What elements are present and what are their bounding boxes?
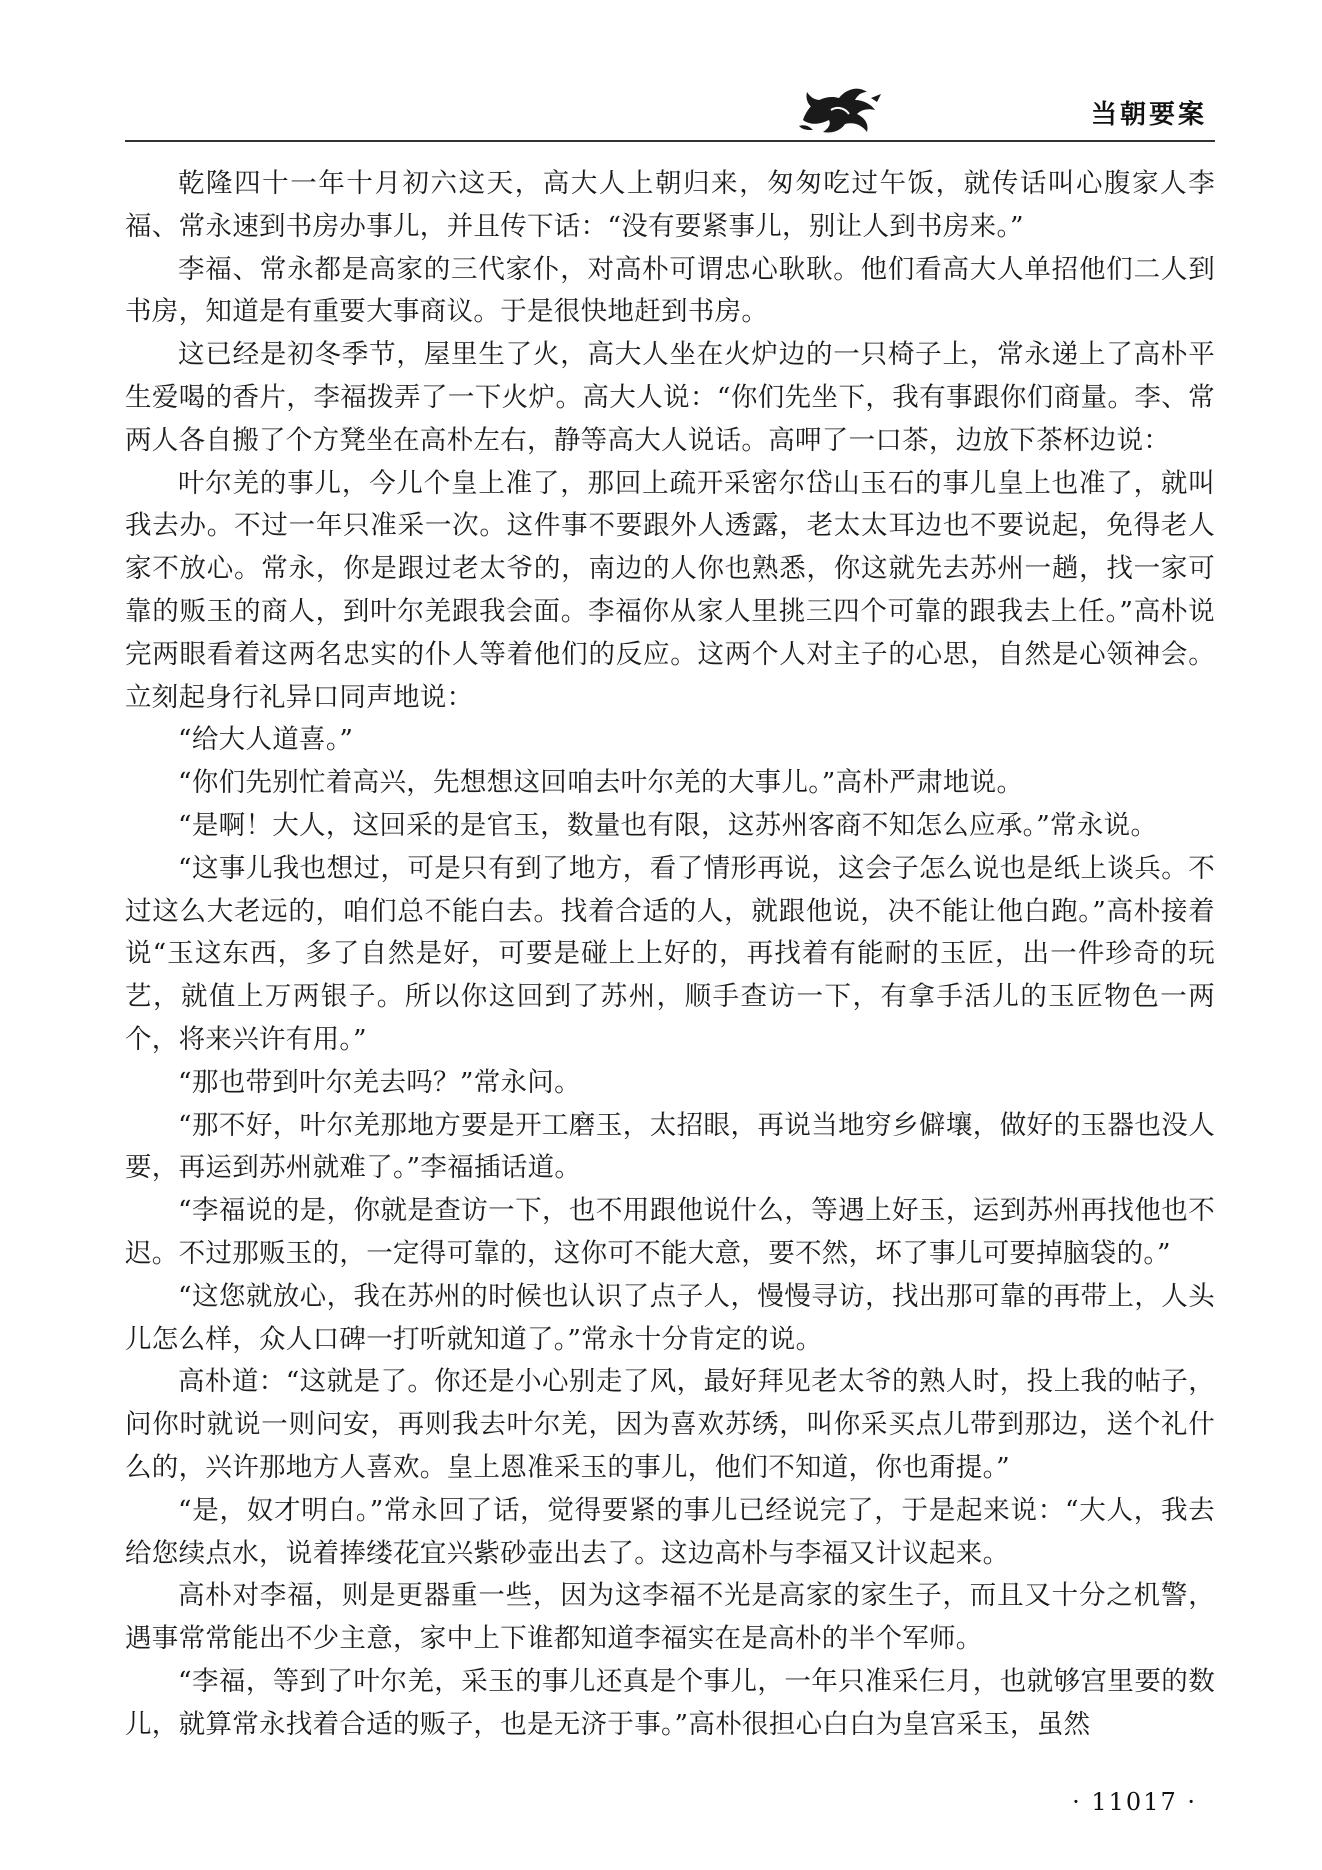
- page-number: · 11017 ·: [1072, 1788, 1197, 1816]
- paragraph: “那不好，叶尔羌那地方要是开工磨玉，太招眼，再说当地穷乡僻壤，做好的玉器也没人要，再运到苏州就难了。”李福插话道。: [125, 1109, 1215, 1184]
- paragraph: 叶尔羌的事儿，今儿个皇上准了，那回上疏开采密尔岱山玉石的事儿皇上也准了，就叫我去办。不过一年只准采一次。这件事不要跟外人透露，老太太耳边也不要说起，免得老人家不放心。常永，你是跟过老太爷的，南边的人你也熟悉，你这就先去苏州一趟，找一家可靠的贩玉的商人，到叶尔羌跟我会面。李福你从家人里挑三四个可靠的跟我去上任。”高朴说完两眼看着这两名忠实的仆人等着他们的反应。这两个人对主子的心思，自然是心领神会。立刻起身行礼异口同声地说：: [125, 467, 1215, 713]
- paragraph: 这已经是初冬季节，屋里生了火，高大人坐在火炉边的一只椅子上，常永递上了高朴平生爱喝的香片，李福拨弄了一下火炉。高大人说：“你们先坐下，我有事跟你们商量。李、常两人各自搬了个方凳坐在高朴左右，静等高大人说话。高呷了一口茶，边放下茶杯边说：: [125, 339, 1215, 456]
- paragraph: 高朴道：“这就是了。你还是小心别走了风，最好拜见老太爷的熟人时，投上我的帖子，问你时就说一则问安，再则我去叶尔羌，因为喜欢苏绣，叫你采买点儿带到那边，送个礼什么的，兴许那地方人喜欢。皇上恩准采玉的事儿，他们不知道，你也甭提。”: [125, 1366, 1215, 1483]
- paragraph: 高朴对李福，则是更器重一些，因为这李福不光是高家的家生子，而且又十分之机警，遇事常常能出不少主意，家中上下谁都知道李福实在是高朴的半个军师。: [125, 1580, 1215, 1655]
- paragraph: “李福说的是，你就是查访一下，也不用跟他说什么，等遇上好玉，运到苏州再找他也不迟。不过那贩玉的，一定得可靠的，这你可不能大意，要不然，坏了事儿可要掉脑袋的。”: [125, 1195, 1215, 1269]
- paragraph: “这事儿我也想过，可是只有到了地方，看了情形再说，这会子怎么说也是纸上谈兵。不过这么大老远的，咱们总不能白去。找着合适的人，就跟他说，决不能让他白跑。”高朴接着说“玉这东西，多了自然是好，可要是碰上上好的，再找着有能耐的玉匠，出一件珍奇的玩艺，就值上万两银子。所以你这回到了苏州，顺手查访一下，有拿手活儿的玉匠物色一两个，将来兴许有用。”: [125, 852, 1215, 1055]
- paragraph: 乾隆四十一年十月初六这天，高大人上朝归来，匆匆吃过午饭，就传话叫心腹家人李福、常永速到书房办事儿，并且传下话：“没有要紧事儿，别让人到书房来。”: [125, 168, 1215, 242]
- paragraph: “你们先别忙着高兴，先想想这回咱去叶尔羌的大事儿。”高朴严肃地说。: [178, 767, 1024, 799]
- paragraph: “李福，等到了叶尔羌，采玉的事儿还真是个事儿，一年只准采仨月，也就够宫里要的数儿，就算常永找着合适的贩子，也是无济于事。”高朴很担心白白为皇宫采玉，虽然: [125, 1665, 1215, 1740]
- paragraph: “给大人道喜。”: [178, 724, 354, 756]
- paragraph: “这您就放心，我在苏州的时候也认识了点子人，慢慢寻访，找出那可靠的再带上，人头儿怎么样，众人口碑一打听就知道了。”常永十分肯定的说。: [125, 1280, 1215, 1355]
- paragraph: “是啊！大人，这回采的是官玉，数量也有限，这苏州客商不知怎么应承。”常永说。: [178, 809, 1158, 841]
- dragon-emblem-icon: [795, 80, 885, 138]
- header-title: 当朝要案: [1090, 100, 1207, 130]
- body-text: [125, 163, 1215, 1746]
- header-rule: [125, 140, 1215, 142]
- paragraph: 李福、常永都是高家的三代家仆，对高朴可谓忠心耿耿。他们看高大人单招他们二人到书房，知道是有重要大事商议。于是很快地赶到书房。: [125, 253, 1215, 328]
- running-header: [125, 80, 1215, 142]
- paragraph: “那也带到叶尔羌去吗？”常永问。: [178, 1066, 581, 1098]
- paragraph: “是，奴才明白。”常永回了话，觉得要紧的事儿已经说完了，于是起来说：“大人，我去给您续点水，说着捧缕花宜兴紫砂壶出去了。这边高朴与李福又计议起来。: [125, 1494, 1215, 1569]
